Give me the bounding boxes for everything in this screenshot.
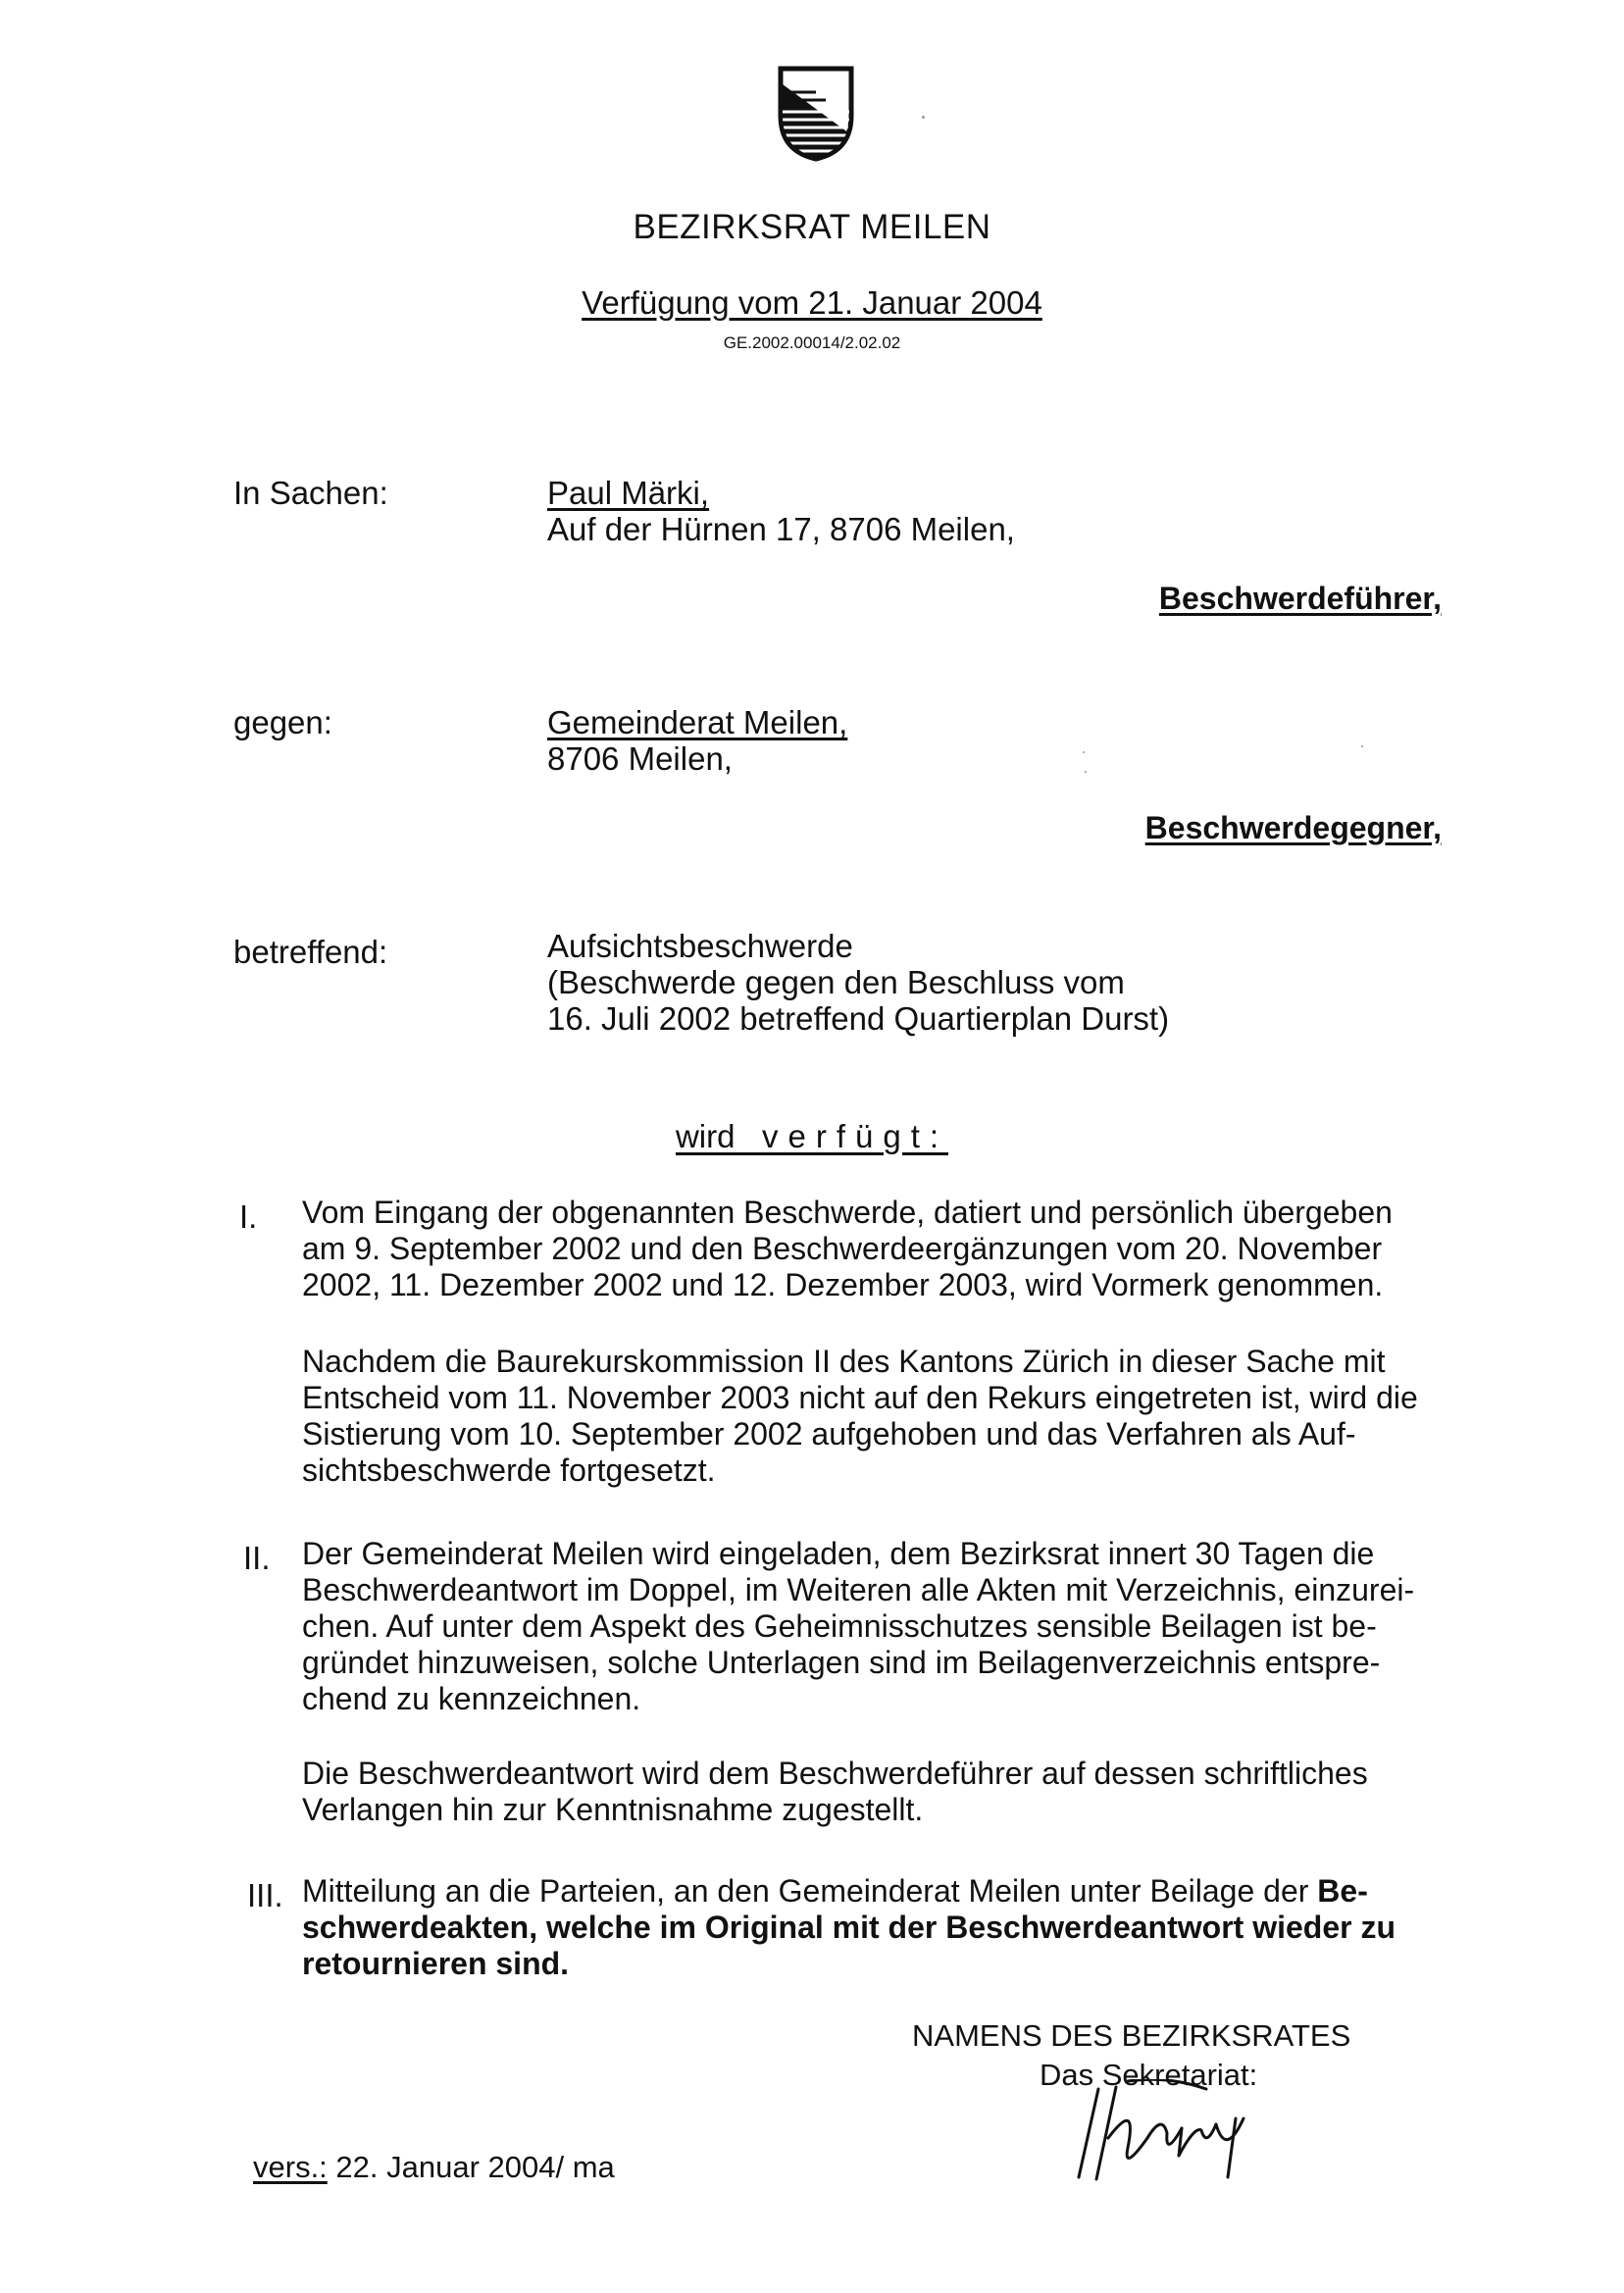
scan-speck — [1361, 745, 1363, 747]
text-line: Sistierung vom 10. September 2002 aufgehoben und das Verfahren als Auf- — [302, 1416, 1356, 1452]
respondent-role: Beschwerdegegner, — [1144, 810, 1442, 845]
in-matter-label: In Sachen: — [233, 475, 388, 511]
scan-speck — [922, 116, 925, 119]
text-line: Vom Eingang der obgenannten Beschwerde, datiert und persönlich übergeben — [302, 1195, 1393, 1230]
against-label: gegen: — [233, 704, 332, 740]
section-ii-paragraph-1 — [302, 1536, 1498, 1717]
authority-title: BEZIRKSRAT MEILEN — [633, 208, 991, 246]
text-line: Beschwerdeantwort im Doppel, im Weiteren alle Akten mit Verzeichnis, einzurei- — [302, 1572, 1415, 1607]
text-line-bold: schwerdeakten, welche im Original mit der Beschwerdeantwort wieder zu — [302, 1910, 1396, 1945]
text-line — [302, 1873, 1498, 1910]
text-line: Entscheid vom 11. November 2003 nicht auf den Rekurs eingetreten ist, wird die — [302, 1380, 1418, 1415]
section-iii-paragraph — [302, 1873, 1498, 1982]
section-numeral: II. — [243, 1540, 271, 1576]
text-bold: Be- — [1317, 1873, 1368, 1909]
text-line: Der Gemeinderat Meilen wird eingeladen, dem Bezirksrat innert 30 Tagen die — [302, 1536, 1375, 1571]
sent-label: vers.: — [253, 2150, 328, 2184]
text-normal: Mitteilung an die Parteien, an den Gemeinderat Meilen unter Beilage der — [302, 1873, 1318, 1909]
respondent-name: Gemeinderat Meilen, — [547, 704, 848, 740]
section-numeral: III. — [247, 1877, 283, 1913]
decision-heading — [0, 1118, 1624, 1155]
concerning-label: betreffend: — [233, 934, 388, 970]
order-date: Verfügung vom 21. Januar 2004 — [582, 284, 1042, 321]
sent-value: 22. Januar 2004/ ma — [327, 2150, 615, 2184]
text-line: Die Beschwerdeantwort wird dem Beschwerdeführer auf dessen schriftliches — [302, 1756, 1368, 1791]
text-line: Nachdem die Baurekurskommission II des Kantons Zürich in dieser Sache mit — [302, 1344, 1386, 1379]
heading-prefix: wird — [675, 1118, 736, 1154]
signature-secretariat-line: Das Sekretariat: — [1040, 2058, 1258, 2092]
text-line-bold: retournieren sind. — [302, 1946, 570, 1981]
signature-authority-line: NAMENS DES BEZIRKSRATES — [912, 2018, 1351, 2053]
sent-line — [253, 2150, 615, 2185]
complainant-address: Auf der Hürnen 17, 8706 Meilen, — [547, 511, 1015, 547]
respondent-address: 8706 Meilen, — [547, 740, 733, 777]
complainant-block — [547, 475, 1015, 547]
text-line: chend zu kennzeichnen. — [302, 1681, 641, 1716]
complainant-name: Paul Märki, — [547, 475, 710, 511]
section-i-paragraph-1 — [302, 1195, 1498, 1303]
concerning-line: 16. Juli 2002 betreffend Quartierplan Durst) — [547, 1000, 1170, 1037]
text-line: am 9. September 2002 und den Beschwerdeergänzungen vom 20. November — [302, 1231, 1383, 1266]
heading-word: verfügt: — [761, 1118, 949, 1154]
reference-number: GE.2002.00014/2.02.02 — [723, 333, 901, 352]
complainant-role: Beschwerdeführer, — [1158, 581, 1442, 616]
handwritten-signature-icon — [1069, 2079, 1265, 2187]
respondent-block — [547, 704, 847, 777]
section-numeral: I. — [239, 1198, 258, 1235]
text-line: sichtsbeschwerde fortgesetzt. — [302, 1452, 716, 1488]
concerning-line: (Beschwerde gegen den Beschluss vom — [547, 964, 1125, 1000]
text-line: chen. Auf unter dem Aspekt des Geheimnisschutzes sensible Beilagen ist be- — [302, 1608, 1377, 1644]
scan-speck — [1083, 751, 1085, 753]
section-ii-paragraph-2 — [302, 1756, 1498, 1828]
concerning-line: Aufsichtsbeschwerde — [547, 928, 853, 964]
coat-of-arms-icon — [777, 65, 855, 163]
text-line: Verlangen hin zur Kenntnisnahme zugestellt. — [302, 1792, 924, 1827]
text-line: gründet hinzuweisen, solche Unterlagen sind im Beilagenverzeichnis entspre- — [302, 1645, 1381, 1680]
concerning-block — [547, 928, 1169, 1037]
section-i-paragraph-2 — [302, 1344, 1498, 1489]
scan-speck — [1085, 771, 1087, 773]
text-line: 2002, 11. Dezember 2002 und 12. Dezember 2003, wird Vormerk genommen. — [302, 1267, 1384, 1302]
